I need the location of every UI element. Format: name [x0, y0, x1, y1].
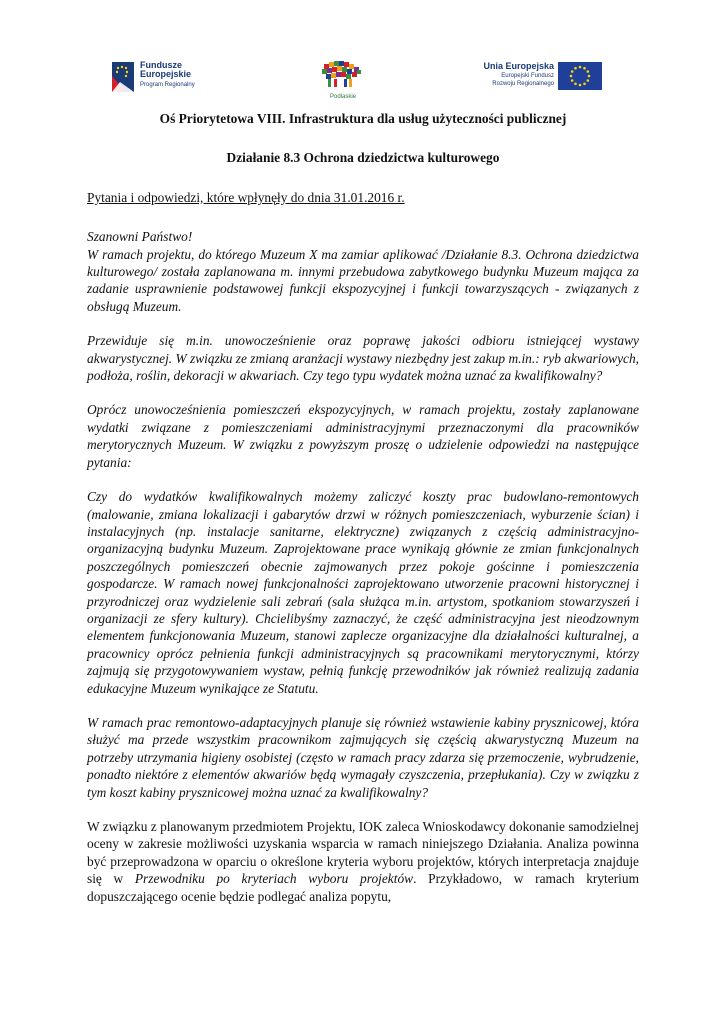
question-paragraph: W ramach projektu, do którego Muzeum X ma zamiar aplikować /Działanie 8.3. Ochrona dziedzictwa kulturowego/ została zaplanowana m. innymi przebudowa zabytkowego budynku Muzeum mająca za zadanie usprawnienie podstawowej funkcji ekspozycyjnej i funkcji towarzyszących - związanych z obsługą Muzeum. [87, 246, 639, 314]
guide-title: Przewodniku po kryteriach wyboru projektów [134, 871, 414, 887]
fundusze-line1: Fundusze [140, 60, 182, 70]
header-logos [0, 56, 725, 106]
fundusze-europejskie-logo [112, 58, 232, 98]
document-body [87, 110, 639, 905]
question-paragraph: Oprócz unowocześnienia pomieszczeń ekspozycyjnych, w ramach projektu, zostały zaplanowane wydatki związane z pomieszczeniami administracyjnymi przeznaczonymi dla pracowników merytorycznych Muzeum. W związku z powyższym proszę o udzielenie odpowiedzi na następujące pytania: [87, 402, 639, 470]
axis-title: Oś Priorytetowa VIII. Infrastruktura dla usług użyteczności publicznej [159, 111, 567, 126]
fundusze-line2: Europejskie [140, 69, 192, 79]
unia-line2: Europejski Fundusz [501, 73, 554, 79]
answer-paragraph [87, 818, 639, 905]
measure-title: Działanie 8.3 Ochrona dziedzictwa kulturowego [226, 150, 500, 166]
question-paragraph: Czy do wydatków kwalifikowalnych możemy zaliczyć koszty prac budowlano-remontowych (malowanie, zmiana lokalizacji i gabarytów drzwi w różnych pomieszczeniach, wyburzenie ścian) i instalacyjnych (np. instalacje sanitarne, elektryczne) związanych z częścią administracyjno-organizacyjną budynku Muzeum. Zaprojektowane prace wynikają głównie ze zmian funkcjonalnych poszczególnych pomieszczeń obecnie zajmowanych przez pokoje gościnne i pomieszczenia gospodarcze. W ramach nowej funkcjonalności zaprojektowano utworzenie pracowni historycznej i przyrodniczej oraz wydzielenie sali zebrań (sala służąca m.in. artystom, spotkaniom stowarzyszeń i organizacji ze sfery kultury). Chcielibyśmy zaznaczyć, że część administracyjna jest nieodzownym elementem funkcjonowania Muzeum, stanowi zaplecze organizacyjne dla działalności kulturalnej, a pracownicy oprócz pełnienia funkcji administracyjnych są pracownikami merytorycznymi, którzy zajmują się przygotowywaniem wystaw, pełnią funkcję przewodników jak również realizują zadania edukacyjne Muzeum wynikające ze Statutu. [87, 489, 639, 696]
fundusze-line3: Program Regionalny [140, 82, 195, 88]
unia-europejska-logo [472, 62, 612, 100]
answer-text-part1: W związku z planowanym przedmiotem Projektu, IOK zaleca Wnioskodawcy dokonanie samodzielnej oceny w zakresie możliwości uzyskania wsparcia w ramach niniejszego Działania. Analiza powinna być przeprowadzona w oparciu o określone kryteria wyboru projektów, których interpretacja znajduje się w [87, 819, 639, 887]
fundusze-logo-text [140, 61, 195, 90]
question-paragraph: W ramach prac remontowo-adaptacyjnych planuje się również wstawienie kabiny prysznicowej, która służyć ma przede wszystkim pracownikom zajmujących się częścią akwarystyczną Muzeum na potrzeby utrzymania higieny osobistej (często w ramach pracy zdarza się przemoczenie, wybrudzenie, ponadto niektóre z elementów akwariów będą wymagały czyszczenia, przepłukania). Czy w związku z tym koszt kabiny prysznicowej można uznać za kwalifikowalny? [87, 714, 639, 800]
questions-heading: Pytania i odpowiedzi, które wpłynęły do dnia 31.01.2016 r. [87, 189, 405, 205]
bison-icon [318, 56, 368, 94]
answer-text-part2: . Przykładowo, w ramach kryterium dopuszczającego ocenie będzie podlegać analiza popytu, [87, 871, 639, 904]
unia-logo-text [472, 62, 554, 88]
podlaskie-logo [318, 56, 368, 102]
unia-line3: Rozwoju Regionalnego [492, 81, 554, 87]
eu-flag-icon [558, 62, 602, 90]
unia-line1: Unia Europejska [483, 61, 554, 71]
fundusze-flag-icon [112, 62, 134, 92]
salutation: Szanowni Państwo! [87, 229, 193, 245]
podlaskie-label: Podlaskie [329, 94, 356, 100]
question-paragraph: Przewiduje się m.in. unowocześnienie oraz poprawę jakości odbioru istniejącej wystawy akwarystycznej. W związku ze zmianą aranżacji wystawy niezbędny jest zakup m.in.: ryb akwariowych, podłoża, roślin, dekoracji w akwariach. Czy tego typu wydatek można uznać za kwalifikowalny? [87, 333, 639, 384]
